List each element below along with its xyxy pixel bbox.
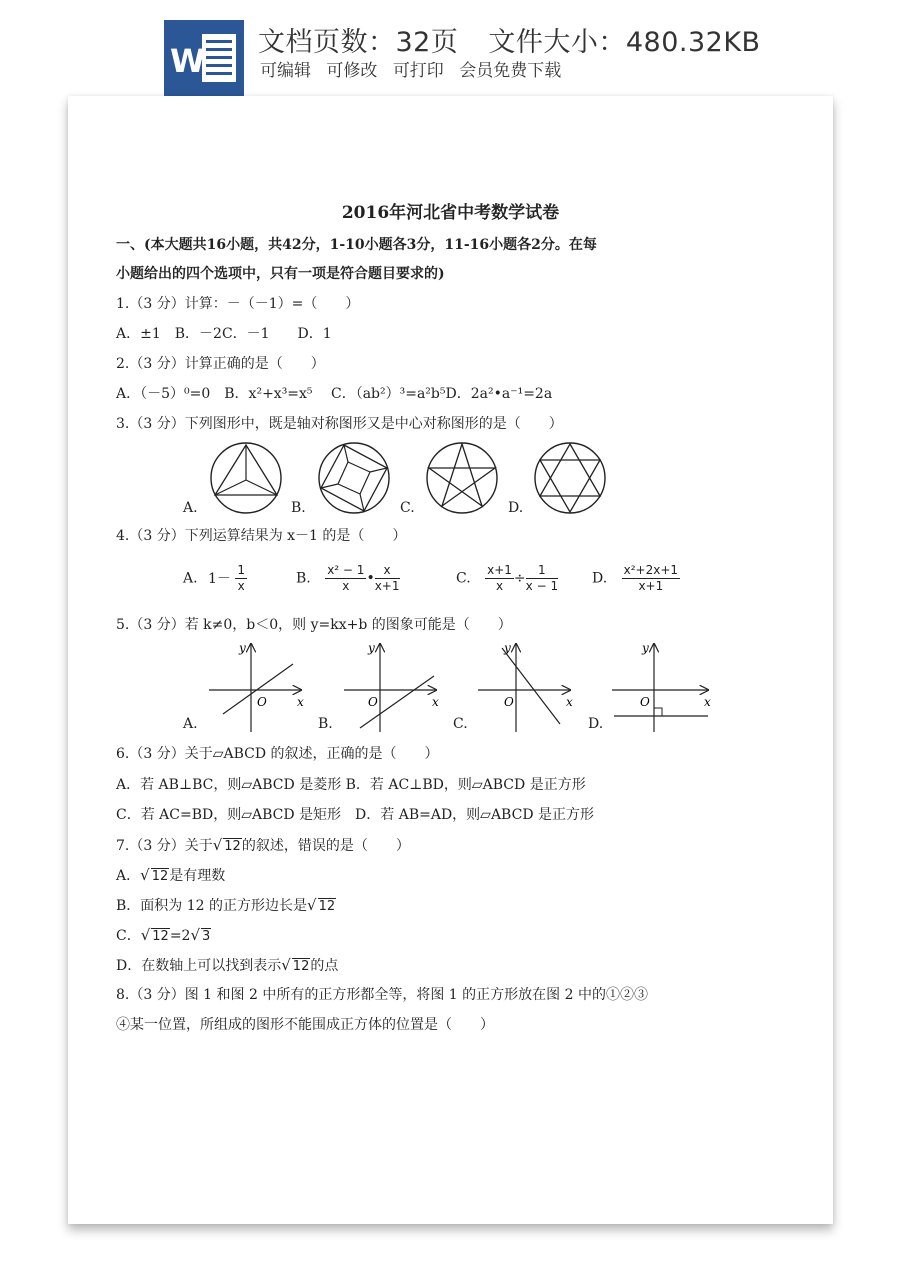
q3-label-c: C.	[400, 500, 415, 516]
graph-b	[340, 638, 445, 734]
question-2: 2.（3 分）计算正确的是（ ）	[116, 356, 325, 372]
feature-modifiable: 可修改	[326, 61, 378, 81]
q4-option-b	[296, 563, 400, 594]
q4-c-fraction-1	[485, 563, 514, 594]
denominator: x − 1	[525, 579, 559, 593]
q5-label-a: A.	[183, 716, 198, 732]
question-7-option-c: C．√ 12=2√ 3	[116, 926, 211, 944]
q7-b-pre: B．面积为 12 的正方形边长是	[116, 898, 308, 914]
sqrt-radicand: 12	[292, 959, 310, 974]
question-7-option-b: B．面积为 12 的正方形边长是√ 12	[116, 896, 336, 914]
page-title: 2016年河北省中考数学试卷	[341, 203, 560, 223]
circle-pentagram-figure	[424, 440, 500, 516]
circle-triangle-figure	[208, 440, 284, 516]
graph-d-x-label: x	[704, 695, 711, 709]
graph-a-origin-label: O	[257, 695, 267, 709]
q7-text-pre: 7.（3 分）关于	[116, 838, 213, 854]
q5-label-c: C.	[453, 716, 468, 732]
q7-a-pre: A．	[116, 868, 141, 884]
question-7-option-d: D．在数轴上可以找到表示√ 12的点	[116, 956, 339, 974]
question-5: 5.（3 分）若 k≠0，b＜0，则 y=kx+b 的图象可能是（ ）	[116, 617, 512, 633]
question-4: 4.（3 分）下列运算结果为 x－1 的是（ ）	[116, 528, 407, 544]
q4-option-c	[456, 563, 558, 594]
q7-d-post: 的点	[310, 958, 339, 974]
numerator: x² − 1	[327, 563, 365, 577]
q4-label-c: C.	[456, 570, 471, 587]
sqrt-radicand: 12	[224, 839, 241, 854]
feature-free-download: 会员免费下载	[459, 61, 562, 81]
page-count: 文档页数：32页	[258, 27, 459, 58]
graph-a-y-label: y	[239, 641, 246, 655]
q5-label-b: B.	[318, 716, 333, 732]
q4-b-fraction-2	[375, 563, 400, 594]
q4-d-fraction	[622, 563, 680, 594]
feature-list	[260, 56, 571, 81]
graph-d	[608, 638, 718, 734]
q4-label-b: B.	[296, 570, 311, 587]
file-size: 文件大小：480.32KB	[488, 27, 761, 58]
q5-label-d: D.	[588, 716, 604, 732]
graph-c-y-label: y	[504, 641, 511, 655]
question-1-options: A．±1 B．－2C．－1 D．1	[116, 326, 332, 342]
sqrt-radicand-2: 3	[202, 929, 211, 944]
question-7-option-a: A．√ 12是有理数	[116, 866, 226, 884]
word-icon	[164, 20, 244, 96]
q4-c-fraction-2	[526, 563, 558, 594]
svg-text:W: W	[170, 42, 206, 80]
denominator: x+1	[638, 579, 664, 593]
feature-printable: 可打印	[392, 61, 444, 81]
question-6-options-1: A．若 AB⊥BC，则▱ABCD 是菱形 B．若 AC⊥BD，则▱ABCD 是正方形	[116, 777, 586, 793]
q4-a-fraction	[235, 563, 247, 594]
q4-b-dot: •	[366, 570, 375, 587]
graph-c	[474, 638, 579, 734]
graph-a-x-label: x	[297, 695, 304, 709]
q4-option-d	[592, 563, 680, 594]
denominator: x	[495, 579, 504, 593]
question-6-options-2: C．若 AC=BD，则▱ABCD 是矩形 D．若 AB=AD，则▱ABCD 是正方形	[116, 807, 594, 823]
graph-c-origin-label: O	[504, 695, 514, 709]
graph-d-y-label: y	[642, 641, 649, 655]
denominator: x	[342, 579, 350, 593]
q4-c-divide: ÷	[513, 570, 526, 587]
question-8-line1: 8.（3 分）图 1 和图 2 中所有的正方形都全等，将图 1 的正方形放在图 2 中的①②③	[116, 987, 648, 1003]
file-info	[258, 20, 761, 59]
graph-b-origin-label: O	[368, 695, 378, 709]
circle-hexagram-figure	[532, 440, 608, 516]
numerator: 1	[526, 563, 558, 579]
numerator: x	[375, 563, 400, 579]
section-heading-line2: 小题给出的四个选项中，只有一项是符合题目要求的)	[116, 266, 445, 282]
question-8-line2: ④某一位置，所组成的图形不能围成正方体的位置是（ ）	[116, 1017, 494, 1033]
numerator: x+1	[487, 563, 512, 577]
numerator: 1	[237, 563, 246, 577]
denominator: x+1	[374, 579, 400, 593]
question-2-options: A．（－5）⁰=0 B．x²+x³=x⁵ C．（ab²）³=a²b⁵D．2a²•a⁻¹=2a	[116, 386, 553, 402]
graph-a	[205, 638, 310, 734]
q7-text-post: 的叙述，错误的是（ ）	[241, 838, 410, 854]
question-3: 3.（3 分）下列图形中，既是轴对称图形又是中心对称图形的是（ ）	[116, 416, 563, 432]
numerator: x²+2x+1	[623, 563, 679, 577]
sqrt-radicand: 12	[151, 869, 169, 884]
graph-c-x-label: x	[566, 695, 573, 709]
download-header	[0, 0, 900, 96]
q3-label-d: D.	[508, 500, 524, 516]
q3-label-b: B.	[291, 500, 306, 516]
denominator: x	[237, 579, 245, 593]
q4-label-d: D.	[592, 570, 608, 587]
graph-b-y-label: y	[368, 641, 375, 655]
feature-editable: 可编辑	[260, 61, 311, 81]
q7-c-pre: C．	[116, 928, 141, 944]
q4-option-a	[183, 563, 247, 594]
section-heading-line1: 一、(本大题共16小题，共42分，1-10小题各3分，11-16小题各2分。在每	[116, 237, 597, 253]
sqrt-radicand: 12	[318, 899, 336, 914]
q7-c-mid: =2	[169, 928, 191, 944]
sqrt-radicand: 12	[152, 929, 169, 944]
q7-a-post: 是有理数	[169, 868, 226, 884]
q4-a-prefix: 1－	[208, 570, 231, 587]
q4-b-fraction-1	[325, 563, 366, 594]
q7-d-pre: D．在数轴上可以找到表示	[116, 958, 282, 974]
q3-label-a: A.	[183, 500, 198, 516]
q4-label-a: A.	[183, 570, 198, 587]
circle-pinwheel-figure	[316, 440, 392, 516]
graph-b-x-label: x	[432, 695, 439, 709]
graph-d-origin-label: O	[640, 695, 650, 709]
question-6: 6.（3 分）关于▱ABCD 的叙述，正确的是（ ）	[116, 746, 439, 762]
question-7: 7.（3 分）关于√ 12的叙述，错误的是（ ）	[116, 836, 410, 854]
question-1: 1.（3 分）计算：－（－1）=（ ）	[116, 296, 360, 312]
